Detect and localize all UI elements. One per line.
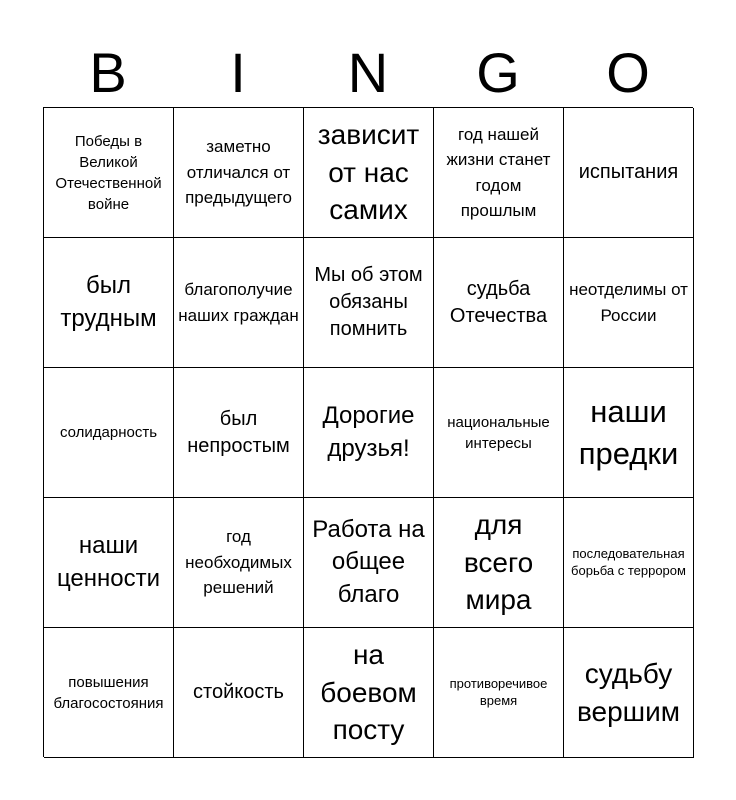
bingo-cell-r2c1[interactable] <box>44 238 174 368</box>
cell-text: солидарность <box>59 424 158 441</box>
cell-text: был трудным <box>60 272 157 332</box>
header-letter-g: G <box>476 41 520 104</box>
cell-text: повышения благосостояния <box>53 673 164 712</box>
header-letter-n: N <box>347 41 389 104</box>
cell-text: год нашей жизни станет годом прошлым <box>446 124 551 220</box>
bingo-cell-r5c3[interactable] <box>304 628 434 758</box>
cell-text: для всего мира <box>463 508 534 616</box>
bingo-cell-r1c1[interactable] <box>44 108 174 238</box>
bingo-cell-r2c4[interactable] <box>434 238 564 368</box>
bingo-cell-r5c1[interactable] <box>44 628 174 758</box>
cell-text: наши ценности <box>56 532 161 592</box>
bingo-cell-r1c5[interactable] <box>564 108 694 238</box>
bingo-cell-r2c5[interactable] <box>564 238 694 368</box>
cell-text: судьба Отечества <box>449 277 548 327</box>
bingo-cell-r3c2[interactable] <box>174 368 304 498</box>
cell-text: последовательная борьба с террором <box>571 546 686 578</box>
bingo-board <box>43 107 693 757</box>
cell-text: противоречивое время <box>449 676 548 708</box>
bingo-cell-r4c4[interactable] <box>434 498 564 628</box>
cell-text: на боевом посту <box>320 638 417 746</box>
cell-text: Дорогие друзья! <box>322 402 415 462</box>
bingo-cell-r1c3[interactable] <box>304 108 434 238</box>
cell-text: зависит от нас самих <box>317 118 420 226</box>
bingo-cell-r2c2[interactable] <box>174 238 304 368</box>
bingo-cell-r4c2[interactable] <box>174 498 304 628</box>
cell-text: испытания <box>578 161 679 183</box>
bingo-cell-r1c4[interactable] <box>434 108 564 238</box>
cell-text: судьбу вершим <box>576 657 681 727</box>
header-letter-b: B <box>89 41 127 104</box>
cell-text: Работа на общее благо <box>312 515 425 608</box>
bingo-cell-r1c2[interactable] <box>174 108 304 238</box>
cell-text: Мы об этом обязаны помнить <box>314 264 423 340</box>
header-letter-o: O <box>606 41 650 104</box>
bingo-cell-r4c1[interactable] <box>44 498 174 628</box>
bingo-cell-r2c3[interactable] <box>304 238 434 368</box>
bingo-cell-r5c5[interactable] <box>564 628 694 758</box>
cell-text: благополучие наших граждан <box>178 280 299 325</box>
cell-text: стойкость <box>193 681 284 703</box>
cell-text: заметно отличался от предыдущего <box>185 137 292 208</box>
bingo-cell-r5c4[interactable] <box>434 628 564 758</box>
bingo-cell-r4c3[interactable] <box>304 498 434 628</box>
bingo-cell-r4c5[interactable] <box>564 498 694 628</box>
cell-text: национальные интересы <box>447 413 550 452</box>
bingo-cell-r3c5[interactable] <box>564 368 694 498</box>
bingo-cell-r3c4[interactable] <box>434 368 564 498</box>
bingo-header <box>43 38 693 108</box>
bingo-cell-r3c1[interactable] <box>44 368 174 498</box>
cell-text: наши предки <box>578 393 679 471</box>
cell-text: Победы в Великой Отечественной войне <box>55 132 162 213</box>
cell-text: был непростым <box>187 407 290 457</box>
cell-text: год необходимых решений <box>185 527 292 598</box>
bingo-cell-r3c3[interactable] <box>304 368 434 498</box>
bingo-cell-r5c2[interactable] <box>174 628 304 758</box>
header-letter-i: I <box>230 41 246 104</box>
cell-text: неотделимы от России <box>569 280 688 325</box>
